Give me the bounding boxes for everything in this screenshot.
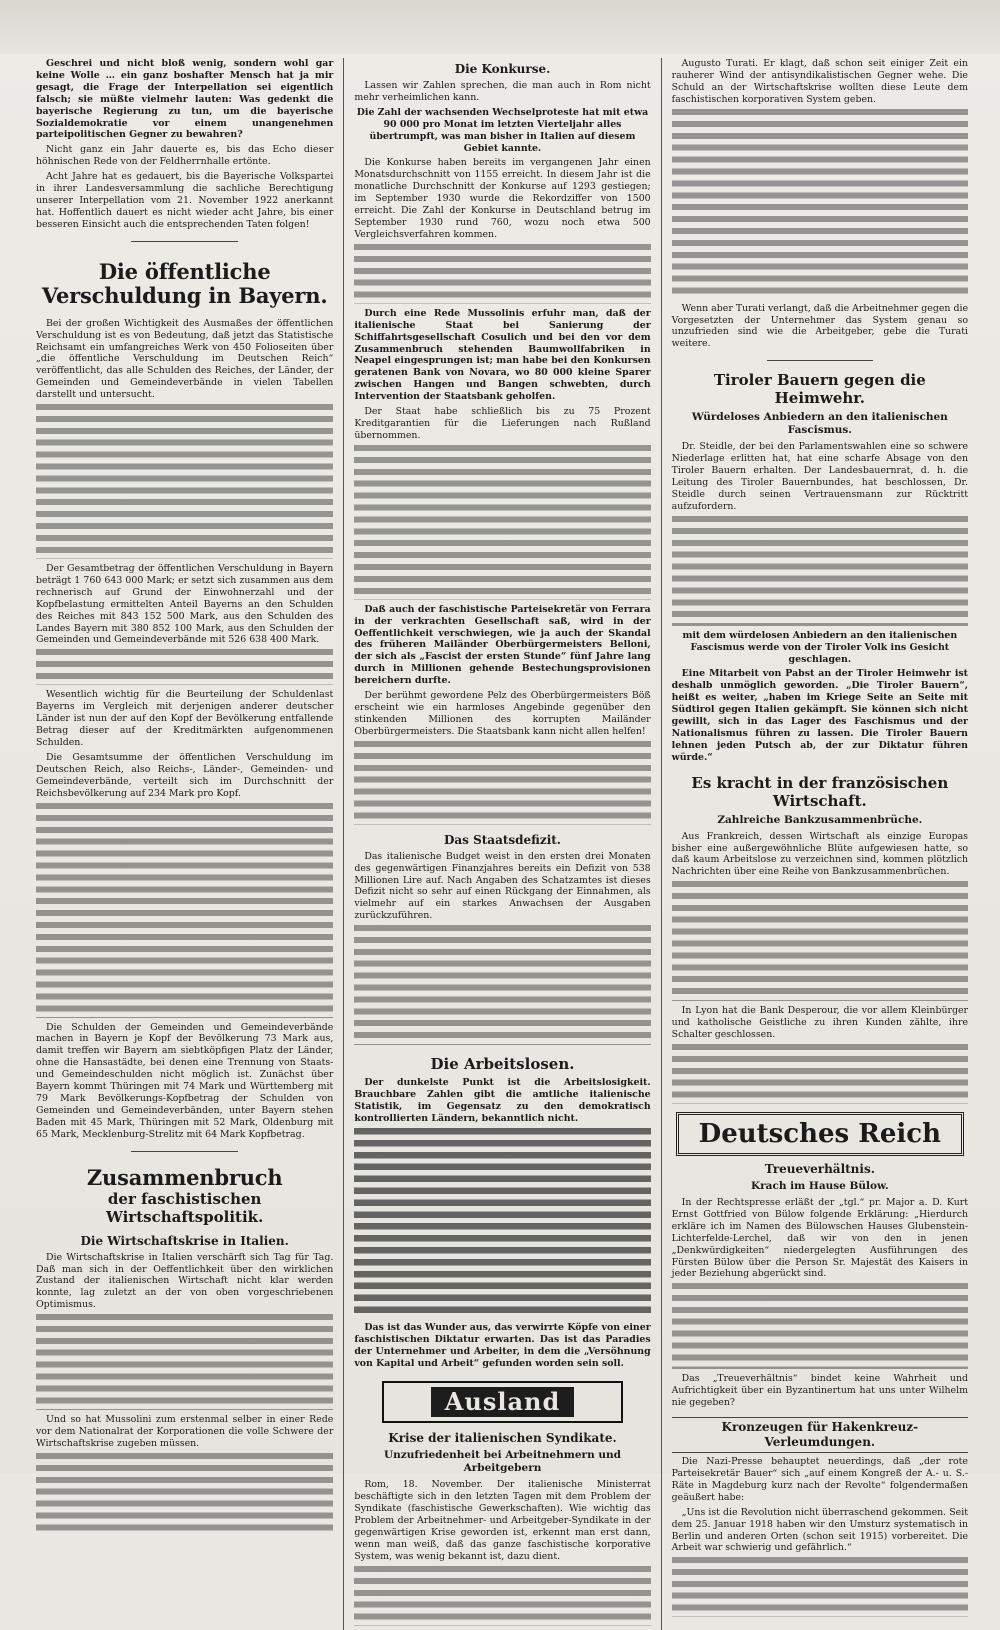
article-paragraph: Augusto Turati. Er klagt, daß schon seit einiger Zeit ein rauherer Wind der antisyndikalistischen Gegner wehe. Die Schuld an der Wirtschaftskrise wollten diese Leute dem faschistischen korporativen System geben. <box>671 58 968 105</box>
article-paragraph: Die Gesamtsumme der öffentlichen Verschuldung im Deutschen Reich, also Reichs-, Länder-, Gemeinden- und Gemeindeverbände, verteilt sich im Durchschnitt der Reichsbevölkerung auf 234 Mark pro Kopf. <box>36 751 334 799</box>
article-paragraph: Die Konkurse haben bereits im vergangenen Jahr einen Monatsdurchschnitt von 1155 erreicht. In diesem Jahr ist die monatliche Durchschnitt der Konkurse auf 1293 gestiegen; im September 1930 wurde die Rekordziffer von 1500 erreicht. Die Zahl der Konkurse in Deutschland betrug im September 1930 rund 760, wozu noch etwa 500 Vergleichsverfahren kommen. <box>354 157 651 240</box>
text-block <box>36 1453 333 1533</box>
article-paragraph: In Lyon hat die Bank Desperour, die vor allem Kleinbürger und katholische Geistliche zu ihren Kunden zählte, ihre Schalter geschlossen. <box>671 1005 968 1041</box>
headline-syndicates: Krise der italienischen Syndikate. <box>388 1431 617 1446</box>
text-block <box>672 109 968 299</box>
section-band-label: Ausland <box>431 1387 574 1417</box>
column-1 <box>26 58 343 1630</box>
subheadline-loyalty: Krach im Hause Bülow. <box>751 1180 889 1192</box>
subheadline-tyrol: Würdeloses Anbiedern an den italienischen Fascismus. <box>691 411 948 437</box>
article-paragraph: Wenn aber Turati verlangt, daß die Arbeitnehmer gegen die Vorgesetzten der Unternehmer das System genau so unzufrieden sind wie die Arbeitgeber, gebe die Turati weitere. <box>671 302 968 350</box>
divider <box>131 241 238 242</box>
article-bold: mit dem würdelosen Anbiedern an den italienischen Fascismus werde von der Tiroler Volk ins Gesicht geschlagen. <box>682 629 958 665</box>
headline-collapse-line-2: der faschistischen Wirtschaftspolitik. <box>106 1189 264 1226</box>
section-band-label: Deutsches Reich <box>698 1119 942 1149</box>
text-block <box>354 1128 650 1318</box>
article-paragraph: Lassen wir Zahlen sprechen, die man auch in Rom nicht mehr verheimlichen kann. <box>354 80 651 103</box>
article-paragraph: Das italienische Budget weist in den ersten drei Monaten des gegenwärtigen Finanzjahres bereits ein Defizit von 538 Millionen Lire auf. Nach Angaben des Schatzamtes ist dieses Defizit nicht so sehr auf einen Rückgang der Einnahmen, als vielmehr auf ein starkes Anwachsen der Ausgaben zurückzuführen. <box>354 850 651 922</box>
article-paragraph: Der berühmt gewordene Pelz des Oberbürgermeisters Böß erscheint wie ein harmloses Angebinde gegenüber den stinkenden Millionen des korrupten Mailänder Oberbürgermeisters. Die Staatsbank kann nicht allen helfen! <box>354 690 651 737</box>
article-paragraph: Die Wirtschaftskrise in Italien verschärft sich Tag für Tag. Daß man sich in der Oeffentlichkeit über den wirklichen Zustand der italienischen Wirtschaft nicht klar werden konnte, lag zuletzt an der von oben vorgeschriebenen Optimismus. <box>36 1251 334 1311</box>
section-band-reich <box>676 1112 964 1156</box>
headline-deficit: Das Staatsdefizit. <box>443 832 561 847</box>
article-bold: Der dunkelste Punkt ist die Arbeitslosigkeit. Brauchbare Zahlen gibt die amtliche italienische Statistik, im Gegensatz zu den demokratisch kontrollierten Ländern, bekanntlich nicht. <box>354 1077 651 1124</box>
page-top-edge <box>0 0 1000 54</box>
text-block <box>672 1044 968 1104</box>
article-paragraph: „Uns ist die Revolution nicht überraschend gekommen. Seit dem 25. Januar 1918 haben wir den Umsturz systematisch in Berlin und anderen Orten (schon seit 1915) vorbereitet. Die Arbeit war schwierig und gefährlich.“ <box>671 1506 968 1554</box>
article-bold: Durch eine Rede Mussolinis erfuhr man, daß der italienische Staat bei Sanierung der Schiffahrtsgesellschaft Cosulich und bei den vor dem Zusammenbruch stehenden Baumwollfabriken in Neapel eingesprungen ist; man habe bei den Konkursen geratenen Bank von Novara, wo 80 000 kleine Sparer zwischen Hangen und Bangen schwebten, durch Intervention der Staatsbank geholfen. <box>354 307 651 403</box>
text-block <box>672 881 968 1001</box>
text-block <box>36 404 333 559</box>
subheadline-crisis: Die Wirtschaftskrise in Italien. <box>80 1233 289 1248</box>
headline-france: Es kracht in der französischen Wirtschaft. <box>691 773 949 810</box>
text-block <box>354 244 650 304</box>
headline-nazi: Kronzeugen für Hakenkreuz-Verleumdungen. <box>672 1417 968 1453</box>
article-bold: Eine Mitarbeit von Pabst an der Tiroler Heimwehr ist deshalb unmöglich geworden. „Die Tiroler Bauern“, heißt es weiter, „haben im Kriege Seite an Seite mit Südtirol gegen Italien gekämpft. Sie können sich nicht gewillt, sich in das Lager des Faschismus und der Nationalismus führen zu lassen. Die Tiroler Bauern lehnen jeden Putsch ab, der zur Diktatur führen würde.“ <box>671 668 968 763</box>
article-paragraph: Der Staat habe schließlich bis zu 75 Prozent Kreditgarantien für die Lieferungen nach Rußland übernommen. <box>354 406 651 441</box>
article-paragraph: Das „Treueverhältnis“ bindet keine Wahrheit und Aufrichtigkeit über ein Byzantinertum hat uns unter Wilhelm nie gegeben? <box>671 1373 968 1409</box>
headline-collapse-line-1: Zusammenbruch <box>86 1164 283 1190</box>
text-block <box>36 649 333 685</box>
text-block <box>672 516 968 626</box>
article-paragraph: Und so hat Mussolini zum erstenmal selber in einer Rede vor dem Nationalrat der Korporationen die volle Schwere der Wirtschaftskrise zugeben müssen. <box>36 1414 334 1449</box>
text-block <box>36 1314 333 1410</box>
article-paragraph: Der Gesamtbetrag der öffentlichen Verschuldung in Bayern beträgt 1 760 643 000 Mark; er setzt sich zusammen aus dem rechnerisch auf Grund der Einwohnerzahl und der Kopfbelastung ermittelten Anteil Bayerns an den Schulden des Reiches mit 843 152 500 Mark, aus den Schulden des Landes Bayern mit 380 852 100 Mark, aus den Schulden der Gemeinden und Gemeindeverbände mit 526 638 400 Mark. <box>36 563 334 646</box>
text-block <box>354 741 650 825</box>
column-3 <box>661 58 978 1630</box>
text-block <box>36 803 333 1018</box>
text-block <box>672 1283 968 1369</box>
article-paragraph: Dr. Steidle, der bei den Parlamentswahlen eine so schwere Niederlage erlitten hat, hat eine scharfe Absage von den Tiroler Bauern erhalten. Der Landesbauernrat, d. h. die Leitung des Tiroler Bauernbundes, hat beschlossen, Dr. Steidle durch seinen Vertrauensmann zur Rücktritt aufzufordern. <box>671 441 968 512</box>
intro-bold: Geschrei und nicht bloß wenig, sondern wohl gar keine Wolle … ein ganz boshafter Mensch hat ja mir gesagt, die Frage der Interpellation sei eigentlich falsch; sie müßte vielmehr lauten: Was gedenkt die bayerische Regierung zu tun, um die bayerische Sozialdemokratie vor einem unangenehmen parteipolitischen Gegner zu bewahren? <box>36 58 334 141</box>
article-paragraph: Rom, 18. November. Der italienische Ministerrat beschäftigte sich in den letzten Tagen mit dem Problem der Syndikate (faschistische Gewerkschaften). Wie wichtig das Problem der Arbeitnehmer- und Arbeitgeber-Syndikate in der gegenwärtigen Krise geworden ist, erkennt man erst dann, wenn man weiß, daß das ganze faschistische korporative System, was wenig bekannt ist, dazu dient. <box>354 1479 651 1562</box>
divider <box>767 360 873 361</box>
article-paragraph: Bei der großen Wichtigkeit des Ausmaßes der öffentlichen Verschuldung ist es von Bedeutung, daß jetzt das Statistische Reichsamt ein umfangreiches Werk von 450 Folioseiten über „die öffentliche Verschuldung im Deutschen Reich“ veröffentlicht, das alle Schulden des Reiches, der Länder, der Gemeinden und Gemeindeverbände in vielen Tabellen darstellt und untersucht. <box>36 317 334 401</box>
headline-loyalty: Treueverhältnis. <box>764 1162 875 1176</box>
subheadline-france: Zahlreiche Bankzusammenbrüche. <box>717 813 923 826</box>
headline-unemployed: Die Arbeitslosen. <box>430 1055 575 1074</box>
headline-debt: Die öffentliche Verschuldung in Bayern. <box>41 258 328 308</box>
article-paragraph: Die Nazi-Presse behauptet neuerdings, daß „der rote Parteisekretär Bauer“ sich „auf einem Kongreß der A.- u. S.-Räte in Magdeburg kurz nach der Revolte“ folgendermaßen geäußert habe: <box>671 1456 968 1503</box>
intro-paragraph: Acht Jahre hat es gedauert, bis die Bayerische Volkspartei in ihrer Landesversammlung die sachliche Berechtigung unserer Interpellation vom 21. November 1922 anerkannt hat. Hoffentlich dauert es nicht wieder acht Jahre, bis einer besseren Einsicht auch die entsprechenden Taten folgen! <box>36 171 334 230</box>
text-block <box>672 1557 968 1617</box>
article-paragraph: Die Schulden der Gemeinden und Gemeindeverbände machen in Bayern je Kopf der Bevölkerung 73 Mark aus, damit treffen wir Bayern am siebtköpfigen Platz der Länder, ohne die Hansastädte, bei denen eine Trennung von Staats- und Gemeindeschulden nicht möglich ist. Zunächst über Bayern kommt Thüringen mit 74 Mark und Württemberg mit 79 Mark Bevölkerungs-Kopfbetrag der Schulden von Gemeinden und Gemeindeverbänden, unter Bayern stehen Baden mit 45 Mark, Thüringen mit 52 Mark, Oldenburg mit 65 Mark, Mecklenburg-Strelitz mit 64 Mark Kopfbetrag. <box>36 1021 334 1140</box>
article-bold: Daß auch der faschistische Parteisekretär von Ferrara in der verkrachten Gesellschaft saß, wird in der Oeffentlichkeit verschwiegen, wie ja auch der Skandal des früheren Mailänder Oberbürgermeisters Belloni, der sich als „Fascist der ersten Stunde“ fünf Jahre lang durch in Millionen gehende Bestechungsprovisionen bereichern durfte. <box>354 603 651 687</box>
headline-bankrupt: Die Konkurse. <box>454 62 551 76</box>
article-bold: Die Zahl der wachsenden Wechselproteste hat mit etwa 90 000 pro Monat im letzten Vierteljahr alles übertrumpft, was man bisher in Italien auf diesem Gebiet kannte. <box>356 106 649 154</box>
divider <box>131 1151 238 1152</box>
section-band-abroad <box>382 1381 622 1423</box>
subheadline-syndicates: Unzufriedenheit bei Arbeitnehmern und Arbeitgebern <box>384 1449 621 1475</box>
text-block <box>354 1566 650 1626</box>
text-block <box>354 925 650 1045</box>
text-block <box>354 445 650 600</box>
headline-tyrol: Tiroler Bauern gegen die Heimwehr. <box>713 371 926 408</box>
column-2 <box>343 58 660 1630</box>
columns <box>26 58 978 1562</box>
article-bold: Das ist das Wunder aus, das verwirrte Köpfe von einer faschistischen Diktatur erwarten. Das ist das Paradies der Unternehmer und Arbeiter, in dem die „Versöhnung von Kapital und Arbeit“ gefunden worden sein soll. <box>354 1321 651 1369</box>
article-paragraph: In der Rechtspresse erläßt der „tgl.“ pr. Major a. D. Kurt Ernst Gottfried von Bülow folgende Erklärung: „Hierdurch erkläre ich im Namen des Bülowschen Hauses Glubenstein-Lichterfelde-Lerchel, daß wir von den in jenen „Denkwürdigkeiten“ niedergelegten Ausführungen des Fürsten Bülow über die Person Sr. Majestät des Kaisers in jeder Beziehung abgerückt sind. <box>671 1197 968 1280</box>
article-paragraph: Wesentlich wichtig für die Beurteilung der Schuldenlast Bayerns im Vergleich mit derjenigen anderer deutscher Länder ist nun der auf den Kopf der Bevölkerung entfallende Betrag dieser auf der Kreditmärkten aufgenommenen Schulden. <box>36 689 334 748</box>
article-paragraph: Aus Frankreich, dessen Wirtschaft als einzige Europas bisher eine außergewöhnliche Blüte aufgewiesen hatte, so daß kaum Arbeitslose zu verzeichnen sind, kommen plötzlich Nachrichten über eine Reihe von Bankzusammenbrüchen. <box>671 830 968 878</box>
intro-paragraph: Nicht ganz ein Jahr dauerte es, bis das Echo dieser höhnischen Rede von der Feldherrnhalle ertönte. <box>36 144 334 168</box>
